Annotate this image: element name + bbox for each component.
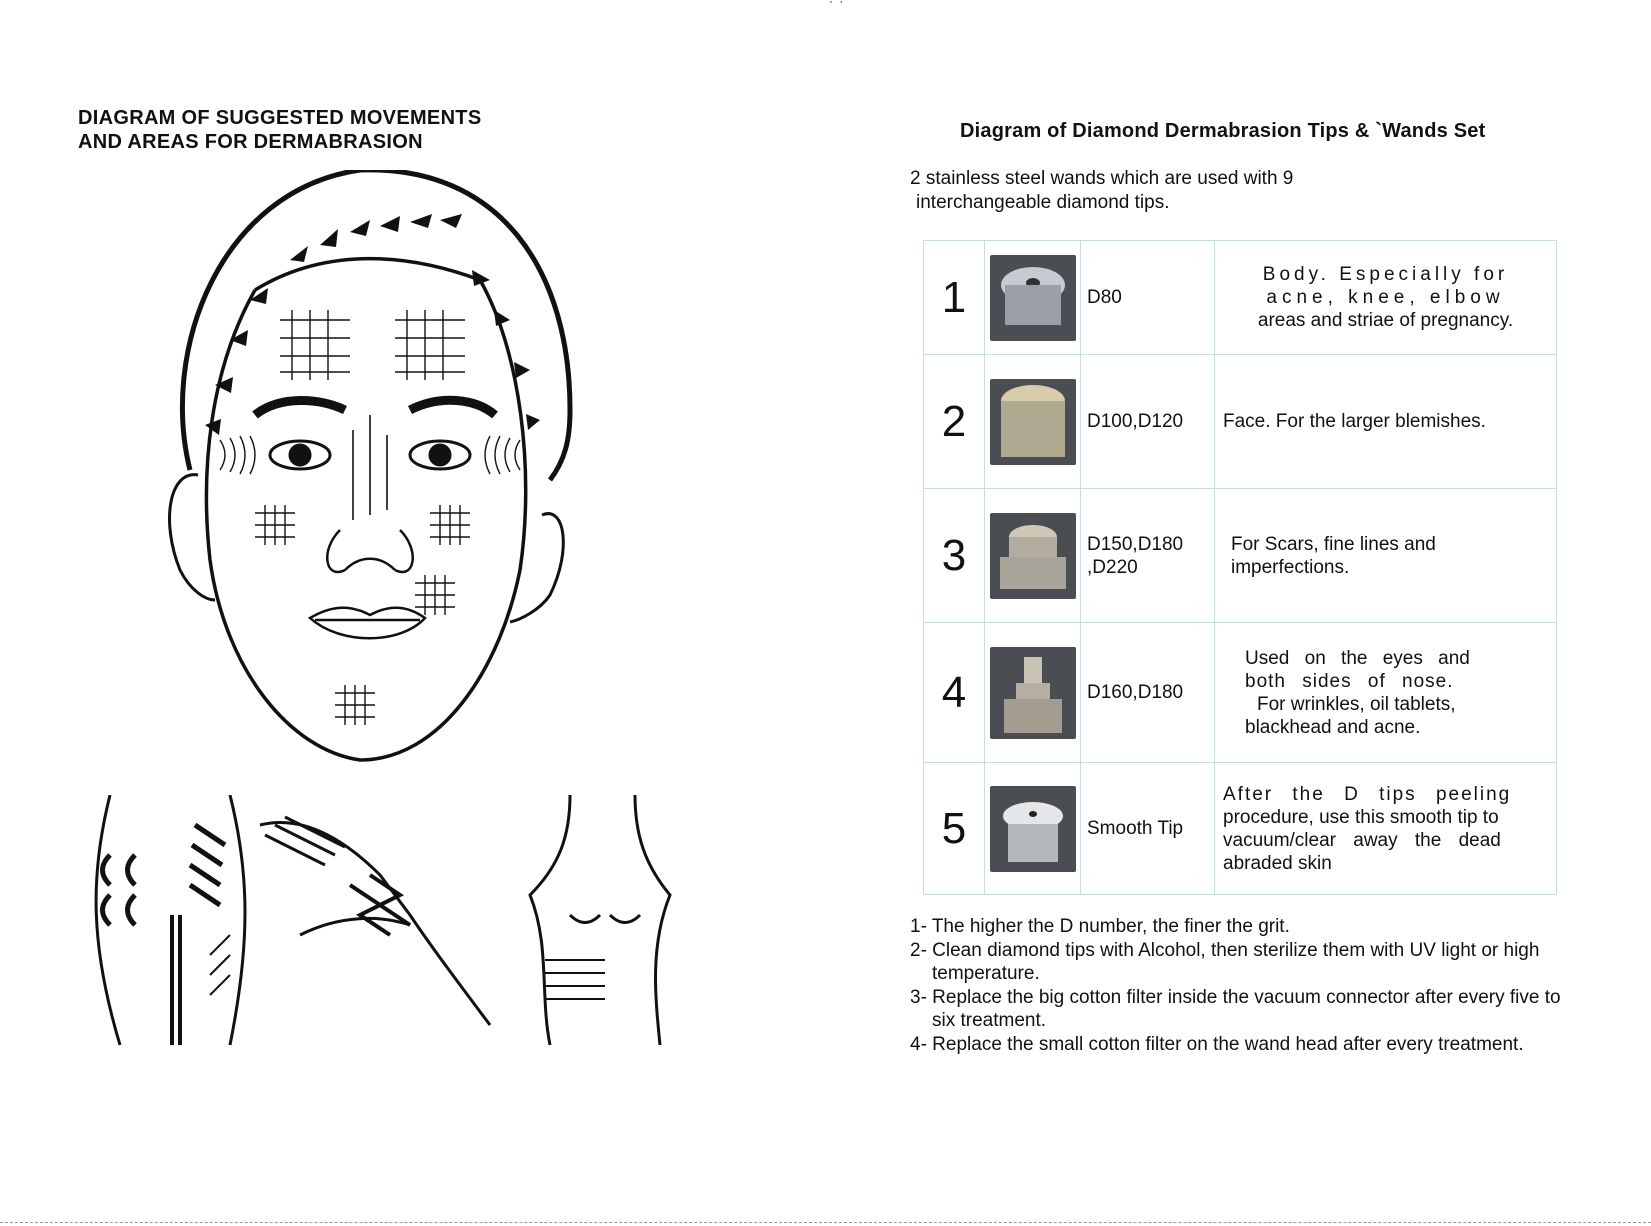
tip-d100-image bbox=[990, 379, 1076, 465]
table-row bbox=[924, 763, 1557, 895]
nose-arrows bbox=[353, 415, 387, 520]
left-page-title bbox=[78, 106, 481, 154]
right-page-title: Diagram of Diamond Dermabrasion Tips & `Wands Set bbox=[960, 120, 1486, 142]
tip-desc-line: areas and striae of pregnancy. bbox=[1257, 310, 1514, 331]
lips bbox=[310, 608, 425, 639]
left-eyebrow bbox=[255, 400, 345, 415]
tip-code: D100,D120 bbox=[1081, 355, 1215, 489]
tip-desc-line: For Scars, fine lines and bbox=[1231, 533, 1436, 555]
tip-code: D150,D180 bbox=[1087, 533, 1184, 555]
intro-line-2: interchangeable diamond tips. bbox=[916, 192, 1170, 213]
page-bottom-border bbox=[0, 1222, 1651, 1223]
note-item: 4- Replace the small cotton filter on the wand head after every treatment. bbox=[910, 1033, 1524, 1055]
page-tick-marks: ' ' bbox=[830, 0, 843, 11]
tip-desc-line: Face. For the larger blemishes. bbox=[1215, 355, 1557, 489]
tip-desc-line: For wrinkles, oil tablets, bbox=[1257, 693, 1456, 715]
tip-d160-image bbox=[990, 647, 1076, 739]
tip-desc-line: After the D tips peeling bbox=[1223, 783, 1512, 805]
tip-d80-image bbox=[990, 255, 1076, 341]
tip-desc-line: acne, knee, elbow bbox=[1266, 287, 1505, 308]
hand-figure bbox=[260, 817, 490, 1025]
nose bbox=[327, 530, 412, 572]
tip-number: 2 bbox=[924, 355, 985, 489]
tip-smooth-image bbox=[990, 786, 1076, 872]
tip-desc-line: vacuum/clear away the dead bbox=[1223, 829, 1501, 851]
note-item: 1- The higher the D number, the finer the grit. bbox=[910, 916, 1290, 937]
tips-table bbox=[923, 240, 1557, 895]
tip-desc-line: abraded skin bbox=[1223, 852, 1332, 874]
tip-desc-line: both sides of nose. bbox=[1245, 670, 1454, 692]
tip-number: 5 bbox=[924, 763, 985, 895]
table-row bbox=[924, 355, 1557, 489]
hair-strokes bbox=[205, 214, 540, 435]
care-notes bbox=[910, 915, 1570, 1056]
tip-number: 3 bbox=[924, 489, 985, 623]
tip-code: D160,D180 bbox=[1081, 623, 1215, 763]
left-title-line-1: DIAGRAM OF SUGGESTED MOVEMENTS bbox=[78, 107, 482, 129]
tip-desc-line: Body. Especially for bbox=[1262, 264, 1509, 285]
table-row bbox=[924, 623, 1557, 763]
tip-number: 4 bbox=[924, 623, 985, 763]
tip-desc-line: Used on the eyes and bbox=[1245, 647, 1470, 669]
tip-code: Smooth Tip bbox=[1081, 763, 1215, 895]
intro-text bbox=[910, 167, 1430, 215]
body-movement-diagram bbox=[80, 795, 680, 1055]
note-item: 3- Replace the big cotton filter inside the vacuum connector after every five to six treatment. bbox=[910, 986, 1561, 1031]
tip-number: 1 bbox=[924, 241, 985, 355]
face-movement-diagram bbox=[80, 170, 640, 790]
tip-d150-image bbox=[990, 513, 1076, 599]
tip-desc-line: imperfections. bbox=[1231, 556, 1350, 578]
face-outline bbox=[206, 259, 525, 760]
table-row bbox=[924, 241, 1557, 355]
right-eyebrow bbox=[410, 400, 495, 415]
left-title-line-2: AND AREAS FOR DERMABRASION bbox=[78, 131, 423, 153]
tip-desc-line: blackhead and acne. bbox=[1245, 716, 1421, 738]
movement-grids bbox=[220, 310, 520, 725]
intro-line-1: 2 stainless steel wands which are used with 9 bbox=[910, 168, 1294, 189]
table-row bbox=[924, 489, 1557, 623]
tip-code: D80 bbox=[1081, 241, 1215, 355]
tip-desc-line: procedure, use this smooth tip to bbox=[1223, 806, 1499, 828]
hair-outline bbox=[182, 170, 570, 480]
torso-figure bbox=[530, 795, 670, 1045]
right-ear bbox=[510, 514, 563, 622]
back-figure bbox=[96, 795, 245, 1045]
tip-code-continued: ,D220 bbox=[1087, 556, 1138, 578]
note-item: 2- Clean diamond tips with Alcohol, then sterilize them with UV light or high temperature. bbox=[910, 939, 1540, 984]
